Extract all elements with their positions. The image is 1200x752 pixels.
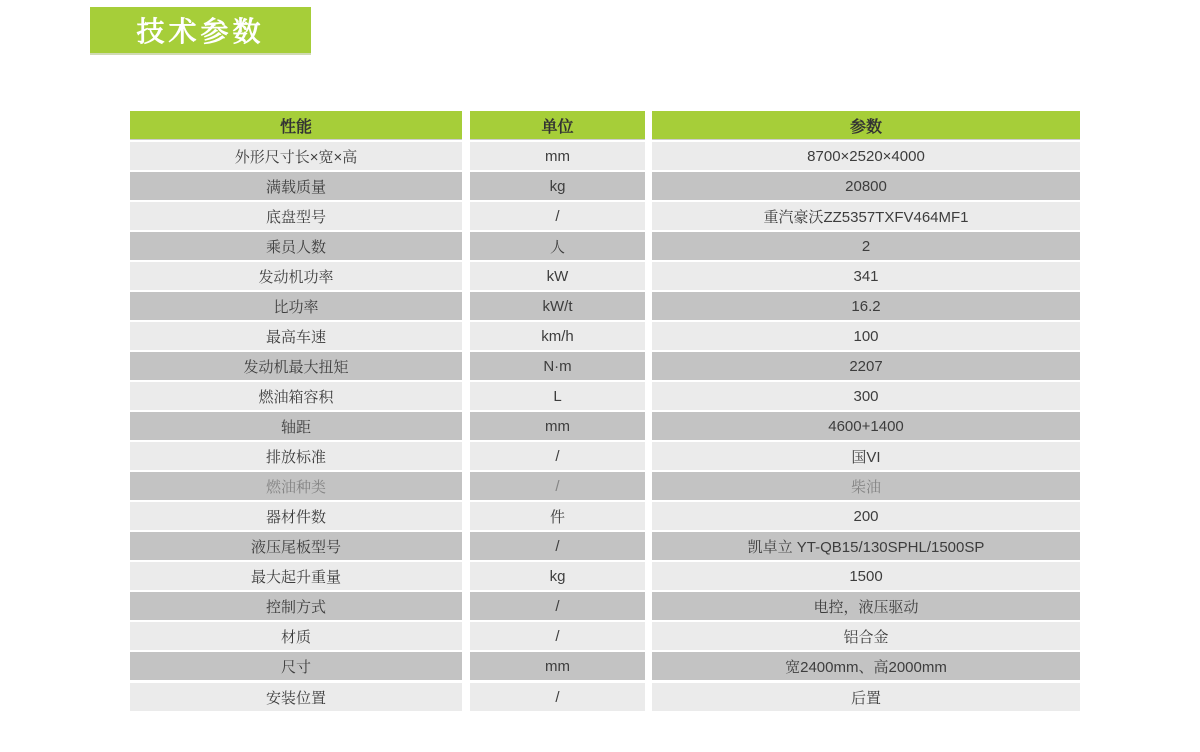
table-row	[130, 232, 1080, 260]
spec-name-cell: 器材件数	[130, 502, 462, 530]
table-row	[130, 172, 1080, 200]
spec-unit-cell: kW	[470, 262, 645, 290]
spec-name-cell: 安装位置	[130, 683, 462, 711]
table-row	[130, 352, 1080, 380]
table-row	[130, 683, 1080, 711]
table-row	[130, 412, 1080, 440]
spec-name-cell: 底盘型号	[130, 202, 462, 230]
table-row	[130, 262, 1080, 290]
spec-name-cell: 排放标准	[130, 442, 462, 470]
spec-unit-cell: kg	[470, 562, 645, 590]
spec-unit-cell: /	[470, 202, 645, 230]
spec-value-cell: 后置	[652, 683, 1080, 711]
spec-name-cell: 尺寸	[130, 652, 462, 680]
spec-unit-cell: /	[470, 472, 645, 500]
spec-unit-cell: L	[470, 382, 645, 410]
spec-name-cell: 满载质量	[130, 172, 462, 200]
spec-name-cell: 控制方式	[130, 592, 462, 620]
table-row	[130, 562, 1080, 590]
spec-unit-cell: kW/t	[470, 292, 645, 320]
spec-unit-cell: /	[470, 622, 645, 650]
spec-unit-cell: N·m	[470, 352, 645, 380]
spec-unit-cell: mm	[470, 652, 645, 680]
spec-name-cell: 燃油种类	[130, 472, 462, 500]
spec-value-cell: 宽2400mm、高2000mm	[652, 652, 1080, 680]
spec-name-cell: 外形尺寸长×宽×高	[130, 142, 462, 170]
spec-unit-cell: km/h	[470, 322, 645, 350]
spec-unit-cell: mm	[470, 142, 645, 170]
table-row	[130, 202, 1080, 230]
spec-value-cell: 铝合金	[652, 622, 1080, 650]
table-row	[130, 532, 1080, 560]
table-row	[130, 472, 1080, 500]
table-row	[130, 292, 1080, 320]
spec-name-cell: 最高车速	[130, 322, 462, 350]
spec-unit-cell: 件	[470, 502, 645, 530]
spec-value-cell: 4600+1400	[652, 412, 1080, 440]
spec-value-cell: 电控，液压驱动	[652, 592, 1080, 620]
spec-unit-cell: 人	[470, 232, 645, 260]
table-row	[130, 502, 1080, 530]
spec-value-cell: 2207	[652, 352, 1080, 380]
spec-value-cell: 8700×2520×4000	[652, 142, 1080, 170]
spec-value-cell: 100	[652, 322, 1080, 350]
table-header-row	[130, 111, 1080, 139]
header-parameter: 参数	[652, 111, 1080, 139]
spec-value-cell: 341	[652, 262, 1080, 290]
spec-value-cell: 20800	[652, 172, 1080, 200]
spec-value-cell: 重汽豪沃ZZ5357TXFV464MF1	[652, 202, 1080, 230]
spec-value-cell: 国VI	[652, 442, 1080, 470]
table-row	[130, 622, 1080, 650]
section-title-badge	[90, 7, 311, 53]
section-title: 技术参数	[136, 16, 265, 47]
spec-unit-cell: /	[470, 683, 645, 711]
spec-name-cell: 乘员人数	[130, 232, 462, 260]
spec-value-cell: 300	[652, 382, 1080, 410]
spec-name-cell: 材质	[130, 622, 462, 650]
spec-name-cell: 比功率	[130, 292, 462, 320]
spec-name-cell: 轴距	[130, 412, 462, 440]
spec-name-cell: 燃油箱容积	[130, 382, 462, 410]
table-row	[130, 382, 1080, 410]
spec-unit-cell: /	[470, 442, 645, 470]
table-row	[130, 592, 1080, 620]
spec-unit-cell: /	[470, 592, 645, 620]
spec-value-cell: 2	[652, 232, 1080, 260]
spec-name-cell: 液压尾板型号	[130, 532, 462, 560]
spec-name-cell: 发动机最大扭矩	[130, 352, 462, 380]
spec-unit-cell: kg	[470, 172, 645, 200]
table-row	[130, 652, 1080, 680]
table-row	[130, 442, 1080, 470]
header-unit: 单位	[470, 111, 645, 139]
header-performance: 性能	[130, 111, 462, 139]
spec-value-cell: 200	[652, 502, 1080, 530]
spec-value-cell: 16.2	[652, 292, 1080, 320]
spec-table	[130, 111, 1080, 713]
table-row	[130, 142, 1080, 170]
spec-name-cell: 最大起升重量	[130, 562, 462, 590]
spec-value-cell: 凯卓立 YT-QB15/130SPHL/1500SP	[652, 532, 1080, 560]
table-body	[130, 142, 1080, 711]
spec-value-cell: 柴油	[652, 472, 1080, 500]
spec-unit-cell: mm	[470, 412, 645, 440]
spec-value-cell: 1500	[652, 562, 1080, 590]
spec-unit-cell: /	[470, 532, 645, 560]
spec-name-cell: 发动机功率	[130, 262, 462, 290]
table-row	[130, 322, 1080, 350]
